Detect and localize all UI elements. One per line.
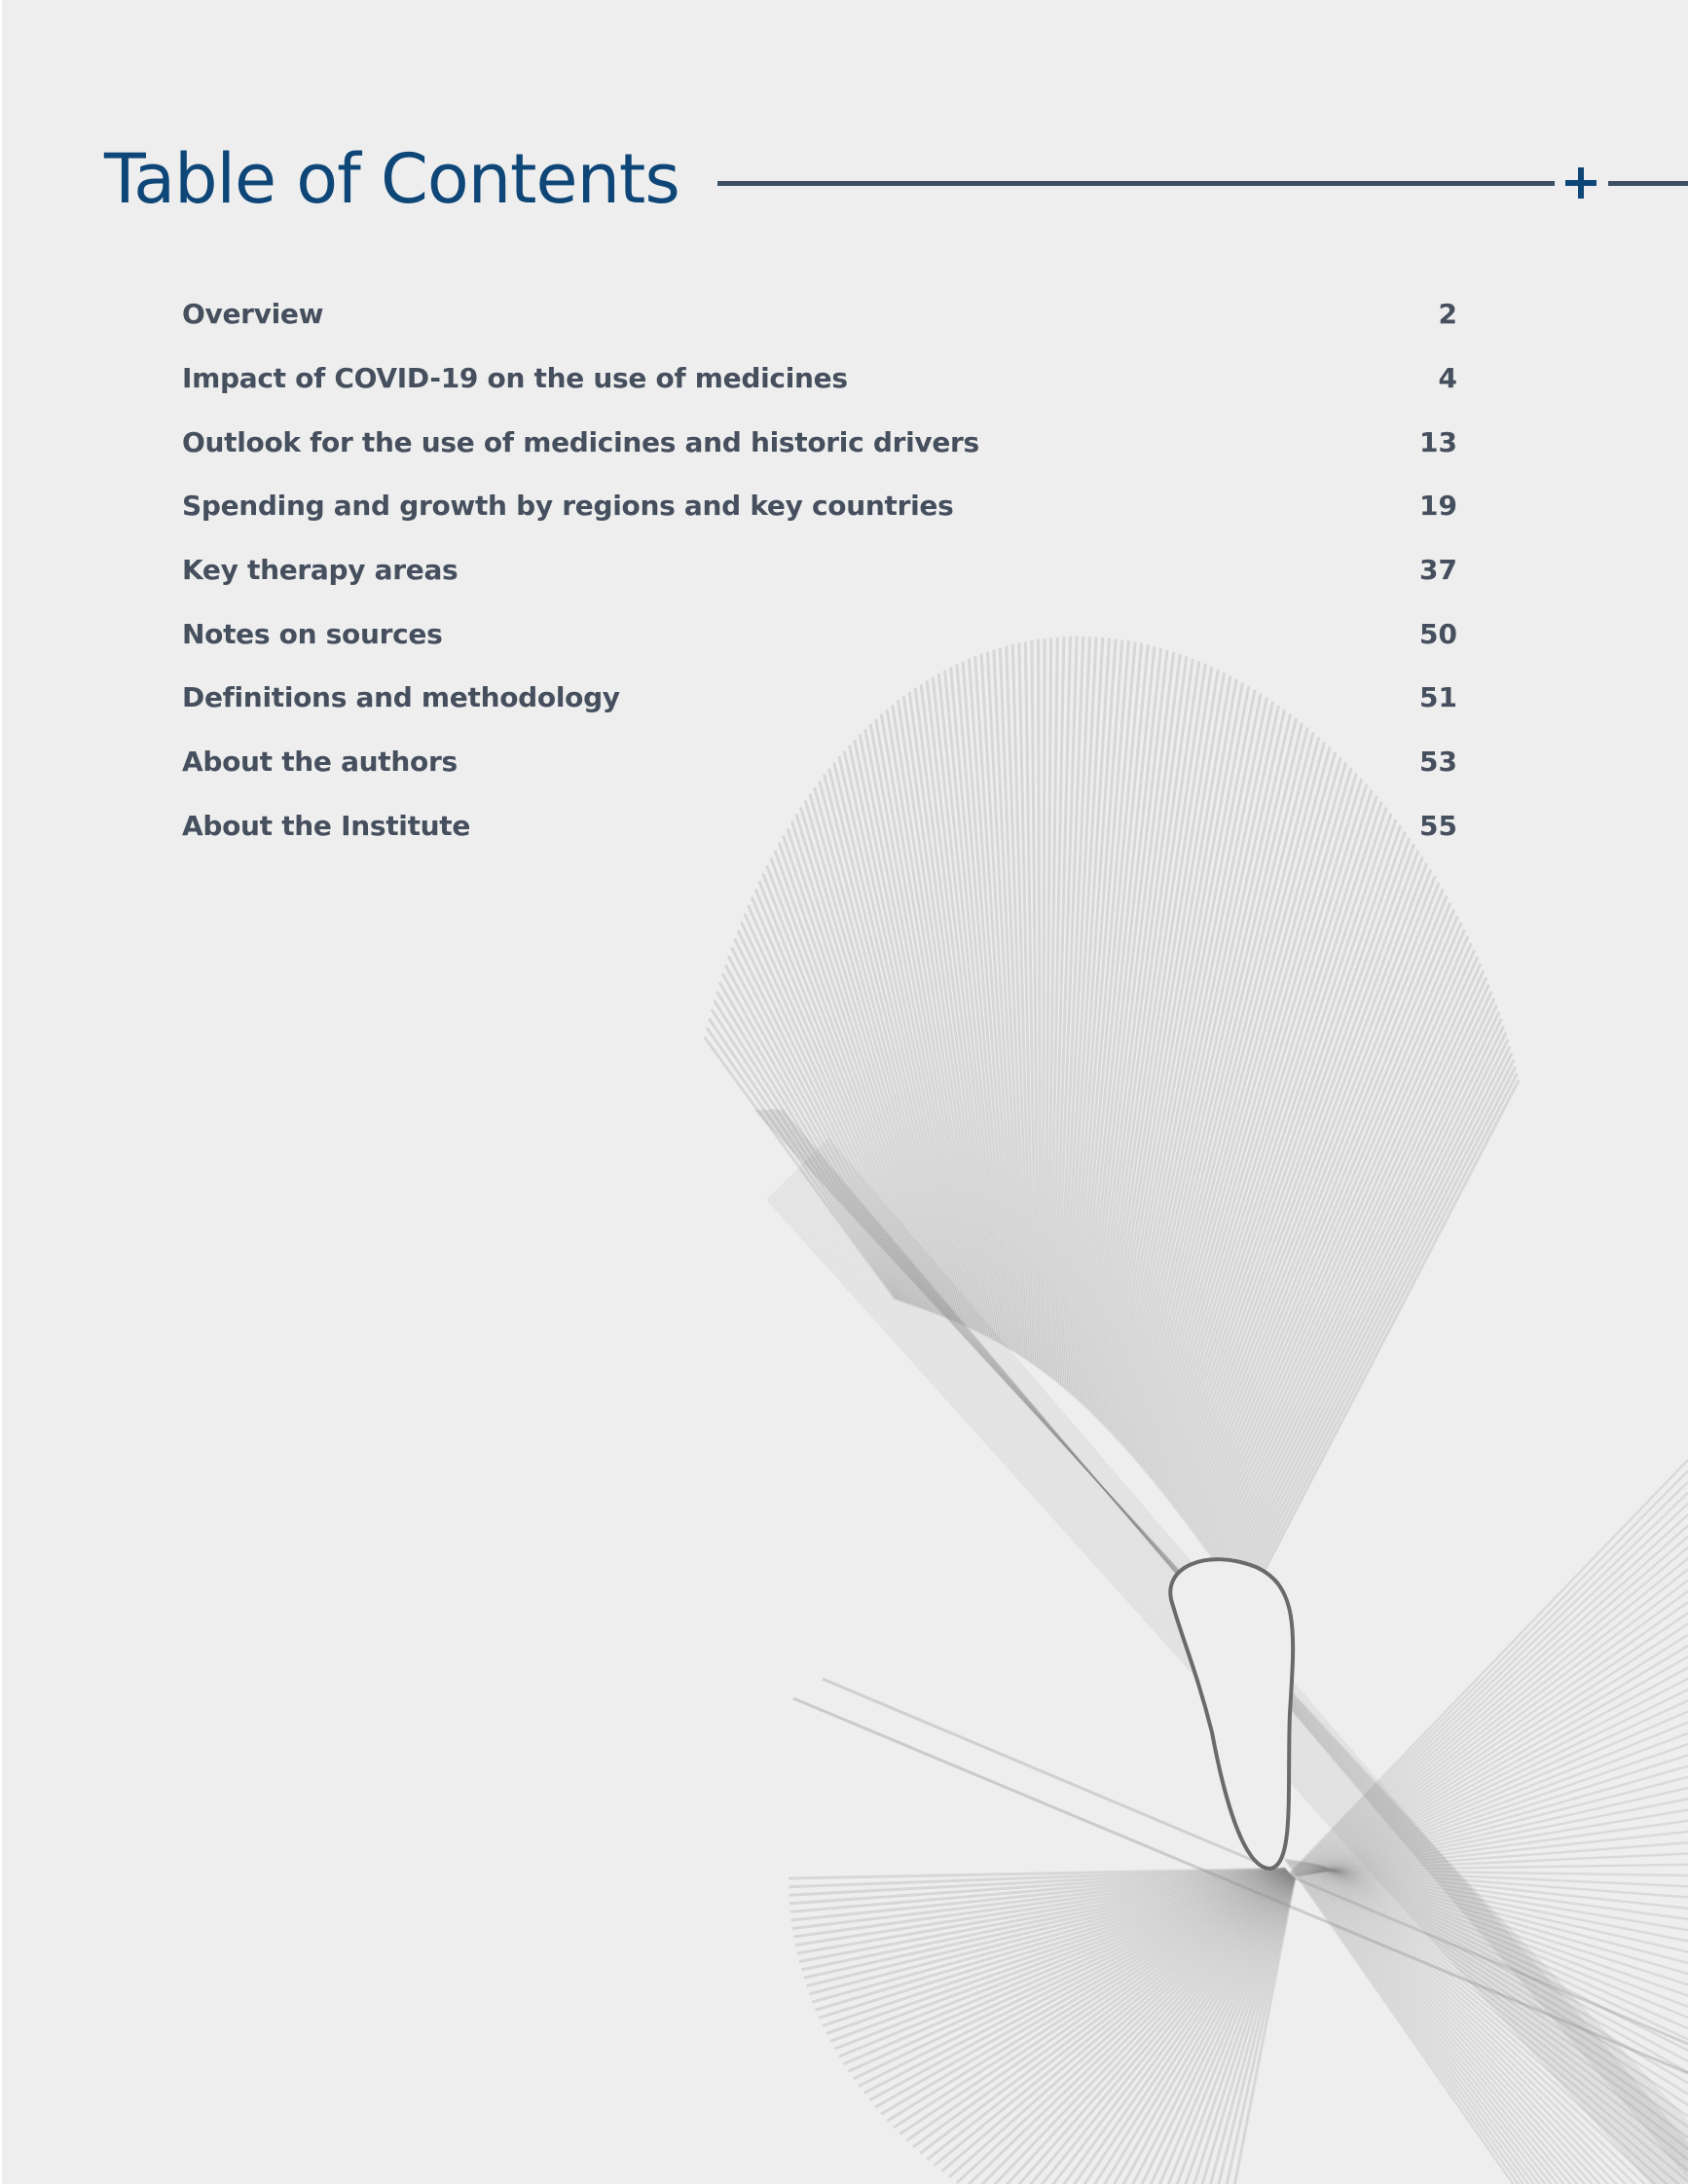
toc-entry-page: 4: [1438, 362, 1457, 395]
toc-entry-authors[interactable]: [182, 730, 1457, 794]
toc-entry-outlook[interactable]: [182, 410, 1457, 474]
toc-entry-title: Overview: [182, 298, 324, 331]
title-rule-left: [717, 181, 1555, 186]
toc-entry-therapy-areas[interactable]: [182, 538, 1457, 602]
toc-entry-covid-impact[interactable]: [182, 346, 1457, 411]
toc-entry-notes-sources[interactable]: [182, 601, 1457, 666]
toc-entry-title: Outlook for the use of medicines and historic drivers: [182, 425, 979, 458]
toc-entry-spending-growth[interactable]: [182, 474, 1457, 538]
toc-entry-page: 37: [1419, 554, 1457, 587]
toc-entry-institute[interactable]: [182, 794, 1457, 858]
toc-entry-page: 50: [1419, 617, 1457, 650]
toc-entry-title: Definitions and methodology: [182, 681, 620, 714]
toc-entry-overview[interactable]: [182, 282, 1457, 346]
toc-entry-title: Key therapy areas: [182, 554, 459, 587]
toc-entry-title: Notes on sources: [182, 617, 443, 650]
toc-entry-page: 2: [1438, 298, 1457, 331]
decorative-loop: [1170, 1559, 1293, 1869]
toc-entry-title: About the Institute: [182, 809, 471, 842]
toc-entry-page: 51: [1419, 681, 1457, 714]
plus-icon: [1565, 167, 1596, 199]
toc-entry-title: Spending and growth by regions and key countries: [182, 490, 954, 523]
toc-entry-page: 55: [1419, 809, 1457, 842]
toc-entry-title: About the authors: [182, 746, 458, 779]
toc-entry-page: 19: [1419, 490, 1457, 523]
toc-entry-title: Impact of COVID-19 on the use of medicines: [182, 362, 848, 395]
toc-entry-page: 53: [1419, 746, 1457, 779]
toc-entry-definitions[interactable]: [182, 666, 1457, 730]
page-title: Table of Contents: [104, 139, 679, 219]
toc-entry-page: 13: [1419, 425, 1457, 458]
table-of-contents: [182, 282, 1457, 857]
title-rule-right: [1608, 181, 1688, 186]
